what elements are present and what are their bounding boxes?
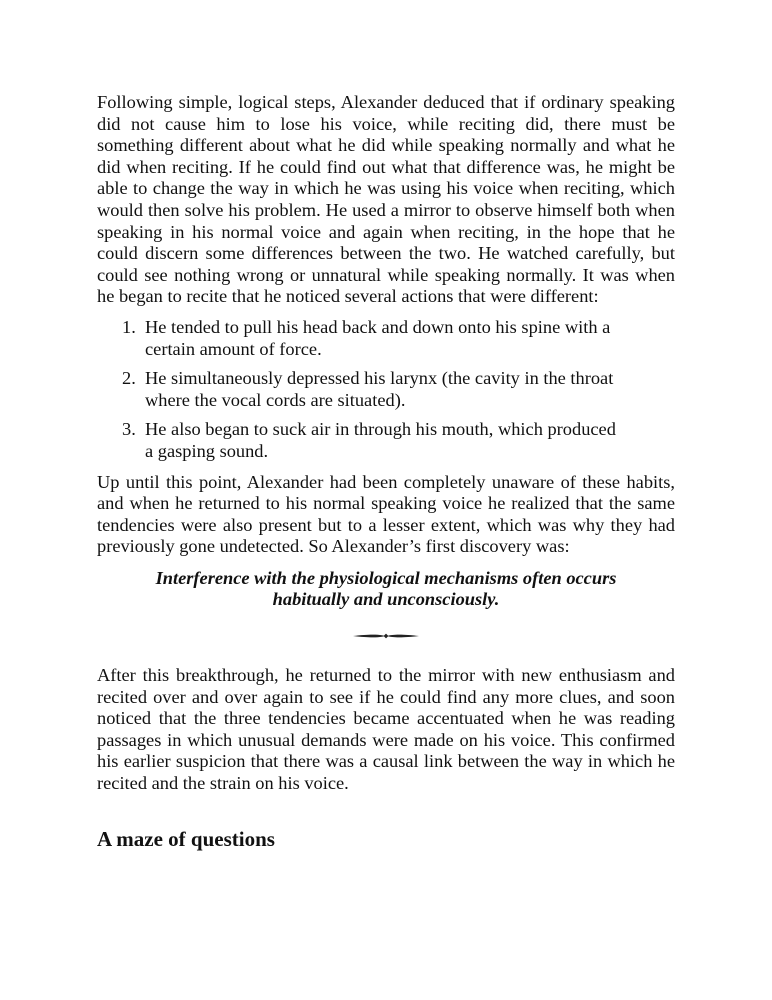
page-content — [97, 92, 675, 852]
body-paragraph-habits: Up until this point, Alexander had been completely unaware of these habits, and when he returned to his normal speaking voice he realized that the same tendencies were also present but to a lesser extent, which was why they had previously gone undetected. So Alexander’s first discovery was: — [97, 471, 675, 557]
numbered-list — [97, 317, 675, 463]
body-paragraph-intro: Following simple, logical steps, Alexander deduced that if ordinary speaking did not cause him to lose his voice, while reciting did, there must be something different about what he did while speaking normally and what he did when reciting. If he could find out what that difference was, he might be able to change the way in which he was using his voice when reciting, which would then solve his problem. He used a mirror to observe himself both when speaking in his normal voice and again when reciting, in the hope that he could discern some differences between the two. He watched carefully, but could see nothing wrong or unnatural while speaking normally. It was when he began to recite that he noticed several actions that were different: — [97, 92, 675, 307]
list-item-number: 3. — [122, 419, 136, 440]
list-item-number: 1. — [122, 316, 136, 337]
discovery-quote — [97, 568, 675, 611]
discovery-quote-line-2: habitually and unconsciously. — [272, 589, 500, 610]
ornamental-divider-icon — [351, 629, 421, 643]
list-item-text: He simultaneously depressed his larynx (the cavity in the throat where the vocal cords are situated). — [145, 368, 614, 410]
body-paragraph-breakthrough: After this breakthrough, he returned to the mirror with new enthusiasm and recited over and over again to see if he could find any more clues, and soon noticed that the three tendencies became accentuated when he was reading passages in which unusual demands were made on his voice. This confirmed his earlier suspicion that there was a causal link between the way in which he recited and the strain on his voice. — [97, 665, 675, 794]
list-item-text: He also began to suck air in through his mouth, which produced a gasping sound. — [145, 419, 616, 461]
list-item — [122, 419, 675, 462]
list-item — [122, 368, 675, 411]
section-heading: A maze of questions — [97, 826, 275, 851]
list-item-text: He tended to pull his head back and down onto his spine with a certain amount of force. — [145, 316, 611, 359]
list-item-number: 2. — [122, 368, 136, 389]
discovery-quote-line-1: Interference with the physiological mechanisms often occurs — [155, 567, 617, 588]
list-item — [122, 316, 675, 360]
